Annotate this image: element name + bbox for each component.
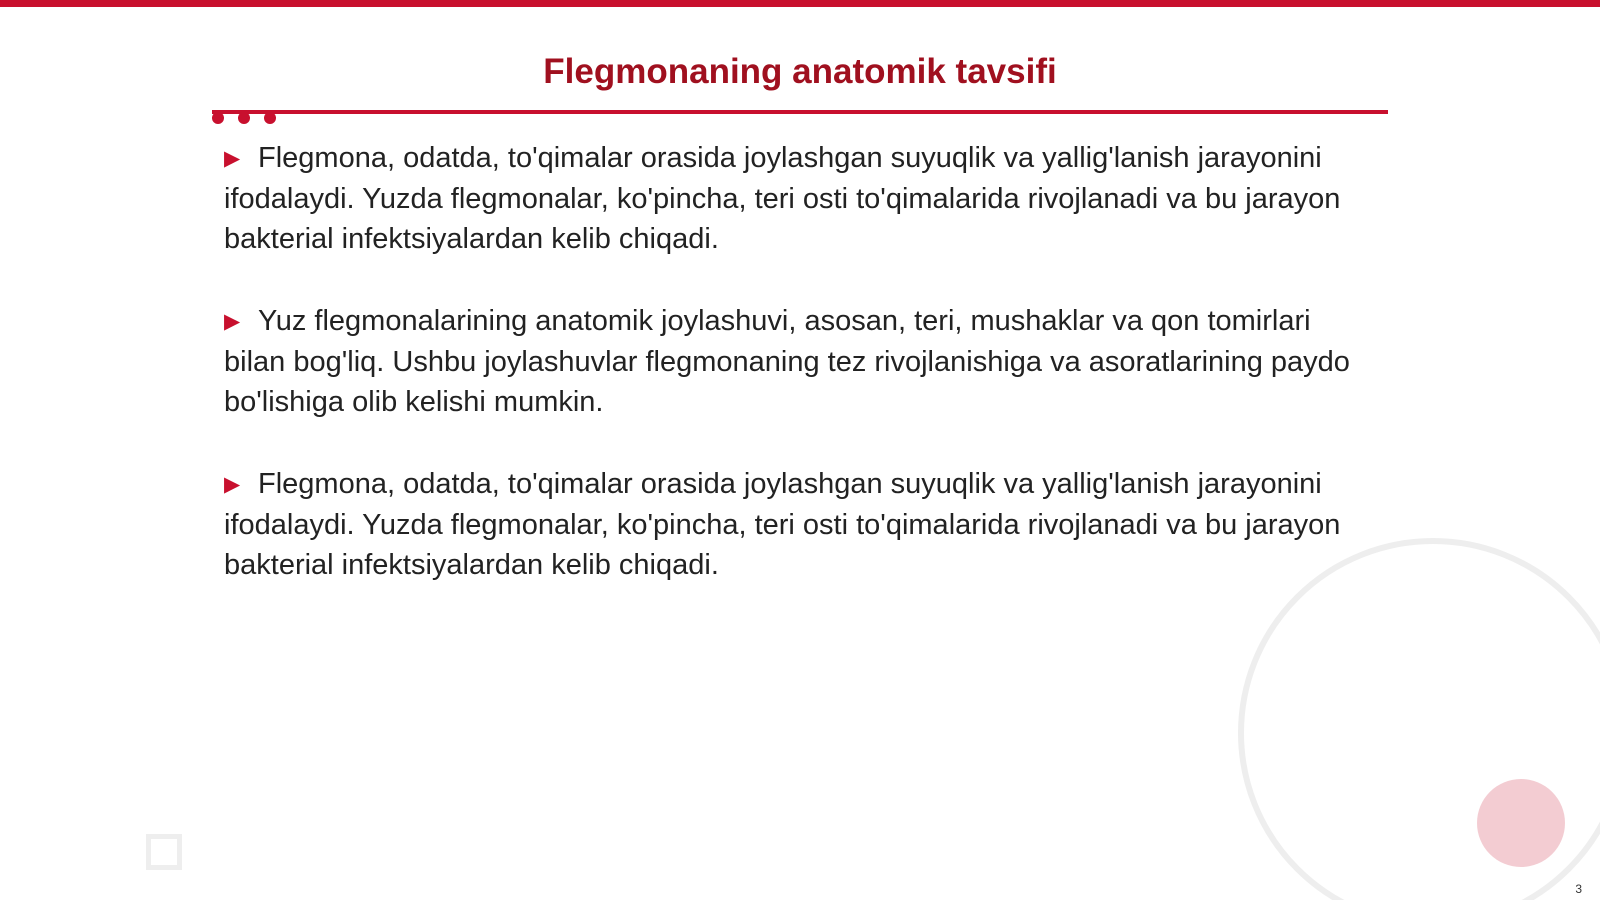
bullet-arrow-icon: ▶ [224,310,241,333]
slide-body [224,138,1374,627]
top-accent-bar [0,0,1600,7]
decorative-pink-circle [1477,779,1565,867]
bullet-paragraph [224,138,1374,259]
title-underline-dots [212,112,276,124]
page-number: 3 [1575,882,1582,896]
slide-title: Flegmonaning anatomik tavsifi [543,52,1057,91]
paragraph-text: Flegmona, odatda, to'qimalar orasida joylashgan suyuqlik va yallig'lanish jarayonini ifodalaydi. Yuzda flegmonalar, ko'pincha, teri osti to'qimalarida rivojlanadi va bu jarayon bakterial infektsiyalardan kelib chiqadi. [224,468,1341,581]
underline-dot [264,112,276,124]
bullet-paragraph [224,301,1374,422]
bullet-arrow-icon: ▶ [224,147,241,170]
title-underline [212,110,1388,114]
paragraph-text: Flegmona, odatda, to'qimalar orasida joylashgan suyuqlik va yallig'lanish jarayonini ifodalaydi. Yuzda flegmonalar, ko'pincha, teri osti to'qimalarida rivojlanadi va bu jarayon bakterial infektsiyalardan kelib chiqadi. [224,142,1341,255]
paragraph-text: Yuz flegmonalarining anatomik joylashuvi, asosan, teri, mushaklar va qon tomirlari bilan bog'liq. Ushbu joylashuvlar flegmonaning tez rivojlanishiga va asoratlarining paydo bo'lishiga olib kelishi mumkin. [224,305,1350,418]
bullet-paragraph [224,464,1374,585]
decorative-square [146,834,182,870]
underline-dot [212,112,224,124]
bullet-arrow-icon: ▶ [224,473,241,496]
underline-dot [238,112,250,124]
